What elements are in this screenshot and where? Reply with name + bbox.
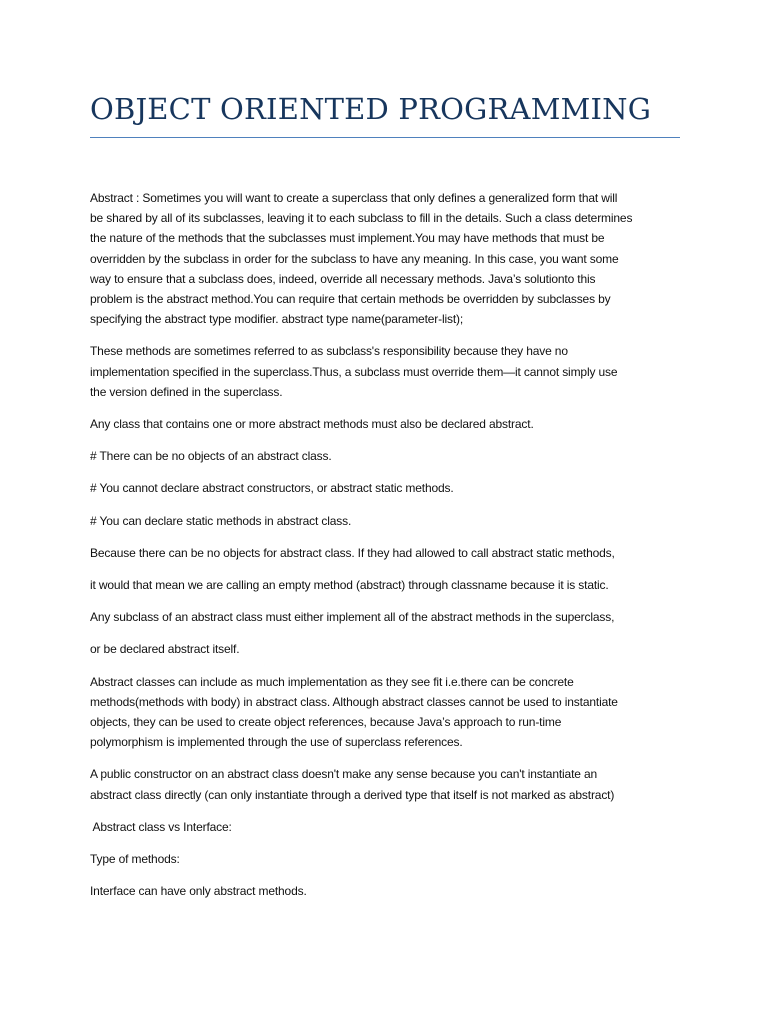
text-line: be shared by all of its subclasses, leaving it to each subclass to fill in the details. Such a class determines	[90, 211, 633, 226]
title-underline	[90, 137, 680, 138]
text-line: the version defined in the superclass.	[90, 384, 283, 399]
paragraph-abstract-definition	[90, 188, 680, 329]
paragraph-subclass-implement: Any subclass of an abstract class must either implement all of the abstract methods in the superclass,	[90, 610, 615, 625]
text-line: implementation specified in the superclass.Thus, a subclass must override them—it cannot simply use	[90, 364, 618, 379]
paragraph-static-reason-1: Because there can be no objects for abstract class. If they had allowed to call abstract static methods,	[90, 545, 615, 560]
text-line: specifying the abstract type modifier. abstract type name(parameter-list);	[90, 312, 464, 327]
text-line: objects, they can be used to create object references, because Java’s approach to run-time	[90, 715, 562, 730]
text-line: A public constructor on an abstract class doesn't make any sense because you can't instantiate an	[90, 767, 598, 782]
page-title: OBJECT ORIENTED PROGRAMMING	[90, 92, 652, 126]
text-line: polymorphism is implemented through the use of superclass references.	[90, 735, 463, 750]
paragraph-interface-methods: Interface can have only abstract methods.	[90, 884, 307, 899]
paragraph-subclass-responsibility	[90, 341, 680, 402]
heading-type-of-methods: Type of methods:	[90, 852, 180, 867]
text-line: way to ensure that a subclass does, indeed, override all necessary methods. Java’s solutionto this	[90, 271, 596, 286]
paragraph-static-reason-2: it would that mean we are calling an empty method (abstract) through classname because it is static.	[90, 578, 609, 593]
bullet-no-abstract-constructors: # You cannot declare abstract constructors, or abstract static methods.	[90, 481, 454, 496]
text-line: abstract class directly (can only instantiate through a derived type that itself is not marked as abstract)	[90, 787, 615, 802]
bullet-no-objects: # There can be no objects of an abstract class.	[90, 449, 332, 464]
text-line: Abstract : Sometimes you will want to create a superclass that only defines a generalized form that will	[90, 191, 618, 205]
text-line: problem is the abstract method.You can require that certain methods be overridden by subclasses by	[90, 292, 611, 307]
heading-abstract-vs-interface: Abstract class vs Interface:	[90, 819, 232, 834]
paragraph-declared-abstract-itself: or be declared abstract itself.	[90, 642, 240, 657]
text-line: methods(methods with body) in abstract class. Although abstract classes cannot be used to instantiate	[90, 694, 618, 709]
paragraph-declared-abstract: Any class that contains one or more abstract methods must also be declared abstract.	[90, 417, 534, 432]
text-line: overridden by the subclass in order for the subclass to have any meaning. In this case, you want some	[90, 251, 619, 266]
paragraph-public-constructor	[90, 764, 680, 804]
text-line: Abstract classes can include as much implementation as they see fit i.e.there can be concrete	[90, 674, 574, 689]
document-body	[90, 188, 680, 913]
text-line: These methods are sometimes referred to as subclass's responsibility because they have no	[90, 344, 568, 359]
bullet-static-methods: # You can declare static methods in abstract class.	[90, 513, 352, 528]
paragraph-implementation	[90, 672, 680, 753]
text-line: the nature of the methods that the subclasses must implement.You may have methods that must be	[90, 231, 605, 246]
